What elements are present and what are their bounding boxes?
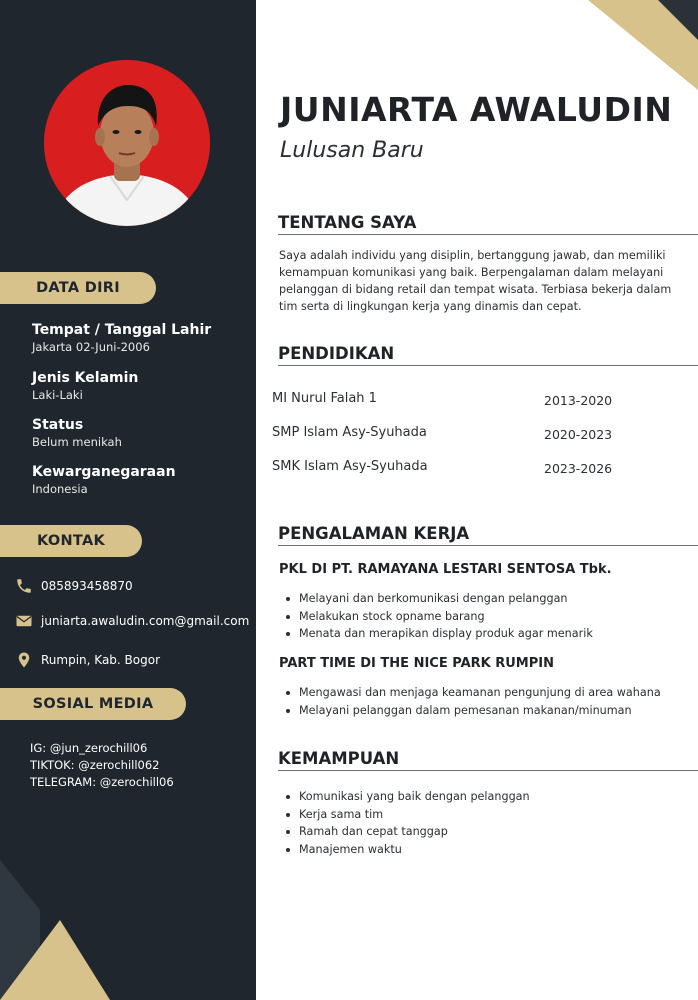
info-citizenship bbox=[32, 463, 176, 497]
experience-heading: PENGALAMAN KERJA bbox=[278, 524, 698, 546]
decorative-corner-shapes bbox=[0, 850, 256, 1000]
info-value: Belum menikah bbox=[32, 435, 122, 449]
job-duties-list bbox=[299, 590, 694, 643]
sidebar bbox=[0, 0, 256, 1000]
list-item: Mengawasi dan menjaga keamanan pengunjung di area wahana bbox=[299, 684, 694, 702]
kontak-heading: KONTAK bbox=[0, 525, 142, 557]
contact-location bbox=[14, 650, 160, 670]
profile-photo bbox=[44, 60, 210, 226]
info-label: Status bbox=[32, 417, 84, 433]
social-telegram: TELEGRAM: @zerochill06 bbox=[30, 775, 174, 789]
list-item: Manajemen waktu bbox=[299, 841, 694, 859]
list-item: Kerja sama tim bbox=[299, 806, 694, 824]
sosial-media-heading: SOSIAL MEDIA bbox=[0, 688, 186, 720]
contact-email-text: juniarta.awaludin.com@gmail.com bbox=[41, 614, 250, 628]
skills-list bbox=[299, 788, 694, 858]
contact-phone-text: 085893458870 bbox=[41, 579, 133, 593]
skills-heading: KEMAMPUAN bbox=[278, 749, 698, 771]
list-item: Menata dan merapikan display produk agar menarik bbox=[299, 625, 694, 643]
about-text: Saya adalah individu yang disiplin, bertanggung jawab, dan memiliki kemampuan komunikasi yang baik. Berpengalaman dalam melayani pelanggan di bidang retail dan tempat wisata. Terbiasa bekerja dalam tim serta di lingkungan kerja yang dinamis dan cepat. bbox=[279, 249, 672, 313]
list-item: Melayani pelanggan dalam pemesanan makanan/minuman bbox=[299, 702, 694, 720]
info-value: Laki-Laki bbox=[32, 388, 83, 402]
phone-icon bbox=[14, 576, 34, 596]
contact-phone bbox=[14, 576, 133, 596]
list-item: Ramah dan cepat tanggap bbox=[299, 823, 694, 841]
envelope-icon bbox=[14, 611, 34, 631]
list-item: Melakukan stock opname barang bbox=[299, 608, 694, 626]
about-heading: TENTANG SAYA bbox=[278, 213, 698, 235]
location-pin-icon bbox=[14, 650, 34, 670]
person-photo-illustration bbox=[44, 60, 210, 226]
list-item: Melayani dan berkomunikasi dengan pelanggan bbox=[299, 590, 694, 608]
job-title: PART TIME DI THE NICE PARK RUMPIN bbox=[279, 656, 554, 671]
contact-location-text: Rumpin, Kab. Bogor bbox=[41, 653, 161, 667]
info-label: Jenis Kelamin bbox=[32, 370, 139, 386]
info-birth bbox=[32, 321, 211, 355]
decorative-corner-triangle bbox=[588, 0, 698, 100]
job-duties-list bbox=[299, 684, 694, 719]
list-item: Komunikasi yang baik dengan pelanggan bbox=[299, 788, 694, 806]
education-years: 2023-2026 bbox=[544, 461, 613, 476]
info-value: Jakarta 02-Juni-2006 bbox=[32, 340, 150, 354]
education-school: SMP Islam Asy-Syuhada bbox=[272, 425, 427, 440]
education-years: 2013-2020 bbox=[544, 393, 613, 408]
contact-email bbox=[14, 611, 249, 631]
data-diri-heading: DATA DIRI bbox=[0, 272, 156, 304]
social-tiktok: TIKTOK: @zerochill062 bbox=[30, 758, 160, 772]
candidate-role: Lulusan Baru bbox=[280, 138, 424, 163]
candidate-name: JUNIARTA AWALUDIN bbox=[280, 90, 673, 129]
job-title: PKL DI PT. RAMAYANA LESTARI SENTOSA Tbk. bbox=[279, 562, 612, 577]
info-label: Kewarganegaraan bbox=[32, 464, 176, 480]
info-value: Indonesia bbox=[32, 482, 88, 496]
social-instagram: IG: @jun_zerochill06 bbox=[30, 741, 148, 755]
education-school: MI Nurul Falah 1 bbox=[272, 391, 377, 406]
education-years: 2020-2023 bbox=[544, 427, 613, 442]
info-label: Tempat / Tanggal Lahir bbox=[32, 322, 212, 338]
education-school: SMK Islam Asy-Syuhada bbox=[272, 459, 428, 474]
social-media-list bbox=[30, 740, 174, 791]
info-gender bbox=[32, 369, 138, 403]
info-status bbox=[32, 416, 122, 450]
education-heading: PENDIDIKAN bbox=[278, 344, 698, 366]
